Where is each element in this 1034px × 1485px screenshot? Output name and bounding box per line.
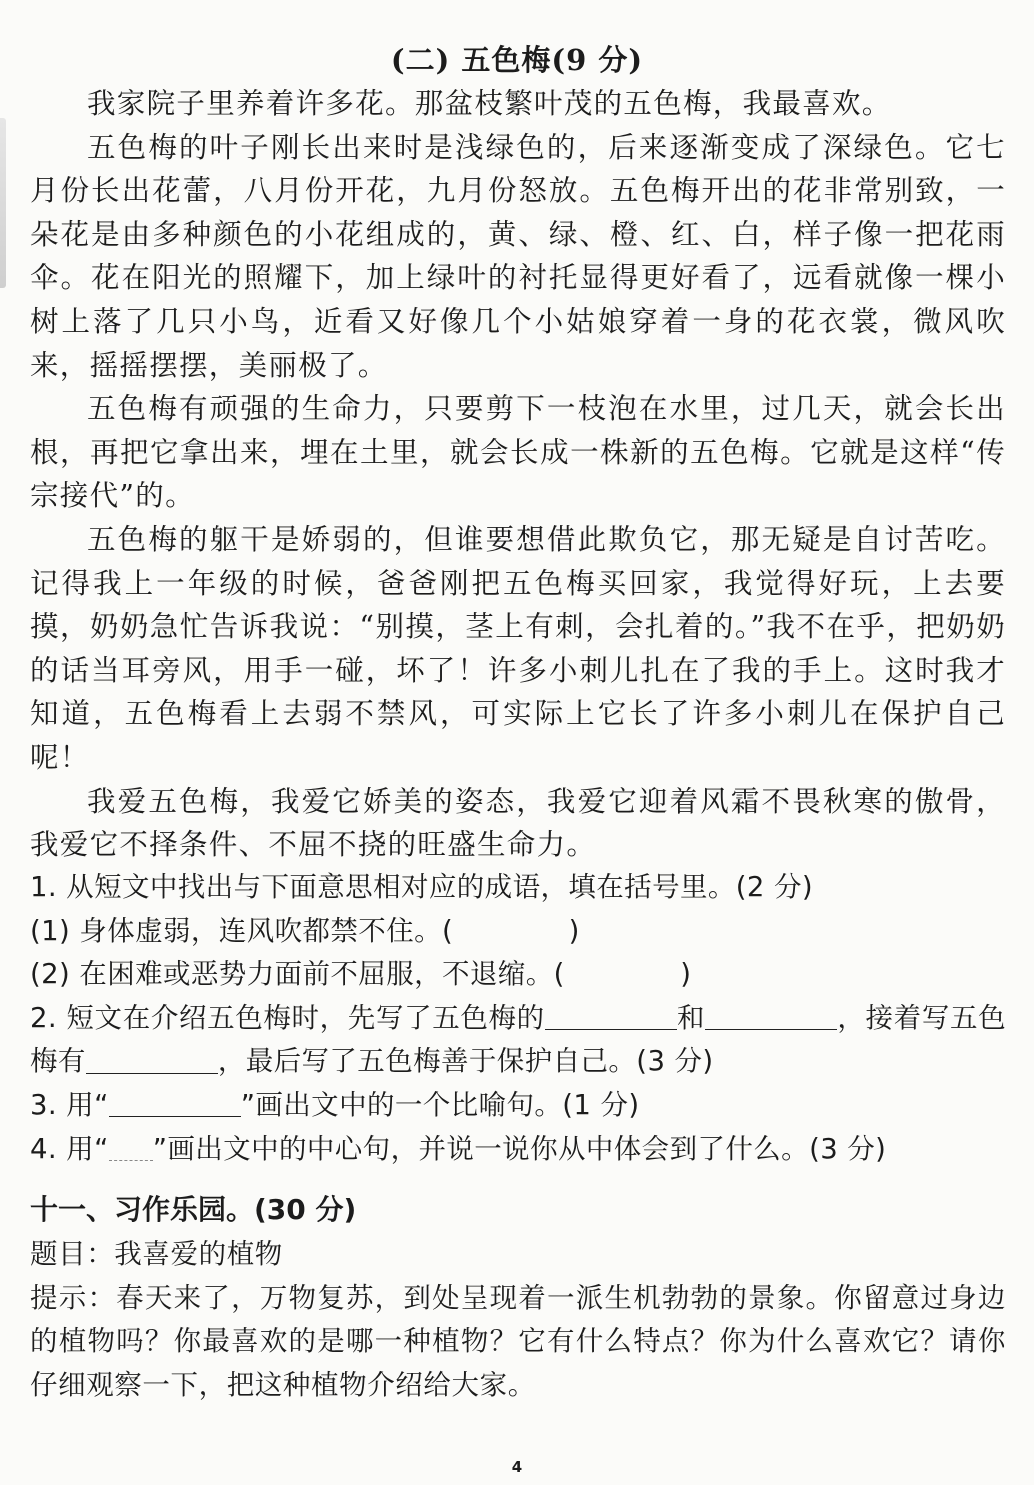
question-3-part-a: 3. 用“ (30, 1088, 109, 1121)
answer-blank[interactable] (86, 1044, 218, 1074)
page-number: 4 (511, 1458, 523, 1476)
question-2-part-a: 2. 短文在介绍五色梅时，先写了五色梅的 (30, 1001, 545, 1034)
scan-edge-mark (0, 118, 6, 288)
question-2-part-b: 和 (676, 1001, 706, 1034)
writing-prompt (30, 1233, 1006, 1407)
answer-paren-close: ) (568, 914, 580, 947)
answer-paren-open: ( (553, 958, 565, 991)
writing-hint: 提示：春天来了，万物复苏，到处呈现着一派生机勃勃的景象。你留意过身边的植物吗？你最喜欢的是哪一种植物？它有什么特点？你为什么喜欢它？请你仔细观察一下，把这种植物介绍给大家。 (30, 1281, 1006, 1401)
passage-paragraph-4: 五色梅的躯干是娇弱的，但谁要想借此欺负它，那无疑是自讨苦吃。记得我上一年级的时候，爸爸刚把五色梅买回家，我觉得好玩，上去要摸，奶奶急忙告诉我说：“别摸，茎上有刺，会扎着的。”我不在乎，把奶奶的话当耳旁风，用手一碰，坏了！许多小刺儿扎在了我的手上。这时我才知道，五色梅看上去弱不禁风，可实际上它长了许多小刺儿在保护自己呢！ (30, 522, 1006, 774)
question-4-part-b: ”画出文中的中心句，并说一说你从中体会到了什么。(3 分) (152, 1132, 887, 1165)
question-3 (30, 1084, 1006, 1128)
answer-blank[interactable] (705, 1000, 837, 1030)
question-4 (30, 1128, 1006, 1172)
answer-paren-open: ( (442, 914, 454, 947)
question-1-item-2-text: (2) 在困难或恶势力面前不屈服，不退缩。 (30, 958, 554, 991)
writing-topic: 题目：我喜爱的植物 (30, 1238, 283, 1270)
passage-paragraph-1: 我家院子里养着许多花。那盆枝繁叶茂的五色梅，我最喜欢。 (87, 87, 892, 120)
passage-paragraph-3: 五色梅有顽强的生命力，只要剪下一枝泡在水里，过几天，就会长出根，再把它拿出来，埋在土里，就会长成一株新的五色梅。它就是这样“传宗接代”的。 (30, 392, 1006, 513)
question-2 (30, 997, 1006, 1084)
answer-blank[interactable] (545, 1000, 677, 1030)
question-1-item-1-text: (1) 身体虚弱，连风吹都禁不住。 (30, 914, 442, 947)
question-list (30, 866, 1006, 1171)
question-1: 1. 从短文中找出与下面意思相对应的成语，填在括号里。(2 分) (30, 871, 813, 903)
section-heading: 十一、习作乐园。(30 分) (30, 1193, 357, 1226)
question-1-item-1 (30, 910, 1006, 954)
passage-paragraph-5: 我爱五色梅，我爱它娇美的姿态，我爱它迎着风霜不畏秋寒的傲骨，我爱它不择条件、不屈不挠的旺盛生命力。 (30, 784, 1006, 862)
question-2-part-c: ，接着写五色梅有 (30, 1001, 1007, 1078)
reading-title: (二) 五色梅(9 分) (390, 43, 644, 77)
answer-paren-close: ) (680, 958, 692, 991)
question-1-item-2 (30, 953, 1006, 997)
wavy-underline-sample (109, 1131, 153, 1161)
reading-passage (30, 82, 1006, 867)
question-3-part-b: ”画出文中的一个比喻句。(1 分) (240, 1088, 640, 1121)
passage-paragraph-2: 五色梅的叶子刚长出来时是浅绿色的，后来逐渐变成了深绿色。它七月份长出花蕾，八月份开花，九月份怒放。五色梅开出的花非常别致，一朵花是由多种颜色的小花组成的，黄、绿、橙、红、白，样子像一把花雨伞。花在阳光的照耀下，加上绿叶的衬托显得更好看了，远看就像一棵小树上落了几只小鸟，近看又好像几个小姑娘穿着一身的花衣裳，微风吹来，摇摇摆摆，美丽极了。 (30, 130, 1006, 382)
question-2-part-d: ，最后写了五色梅善于保护自己。(3 分) (217, 1045, 714, 1078)
question-4-part-a: 4. 用“ (30, 1132, 109, 1165)
underline-sample (109, 1087, 241, 1117)
